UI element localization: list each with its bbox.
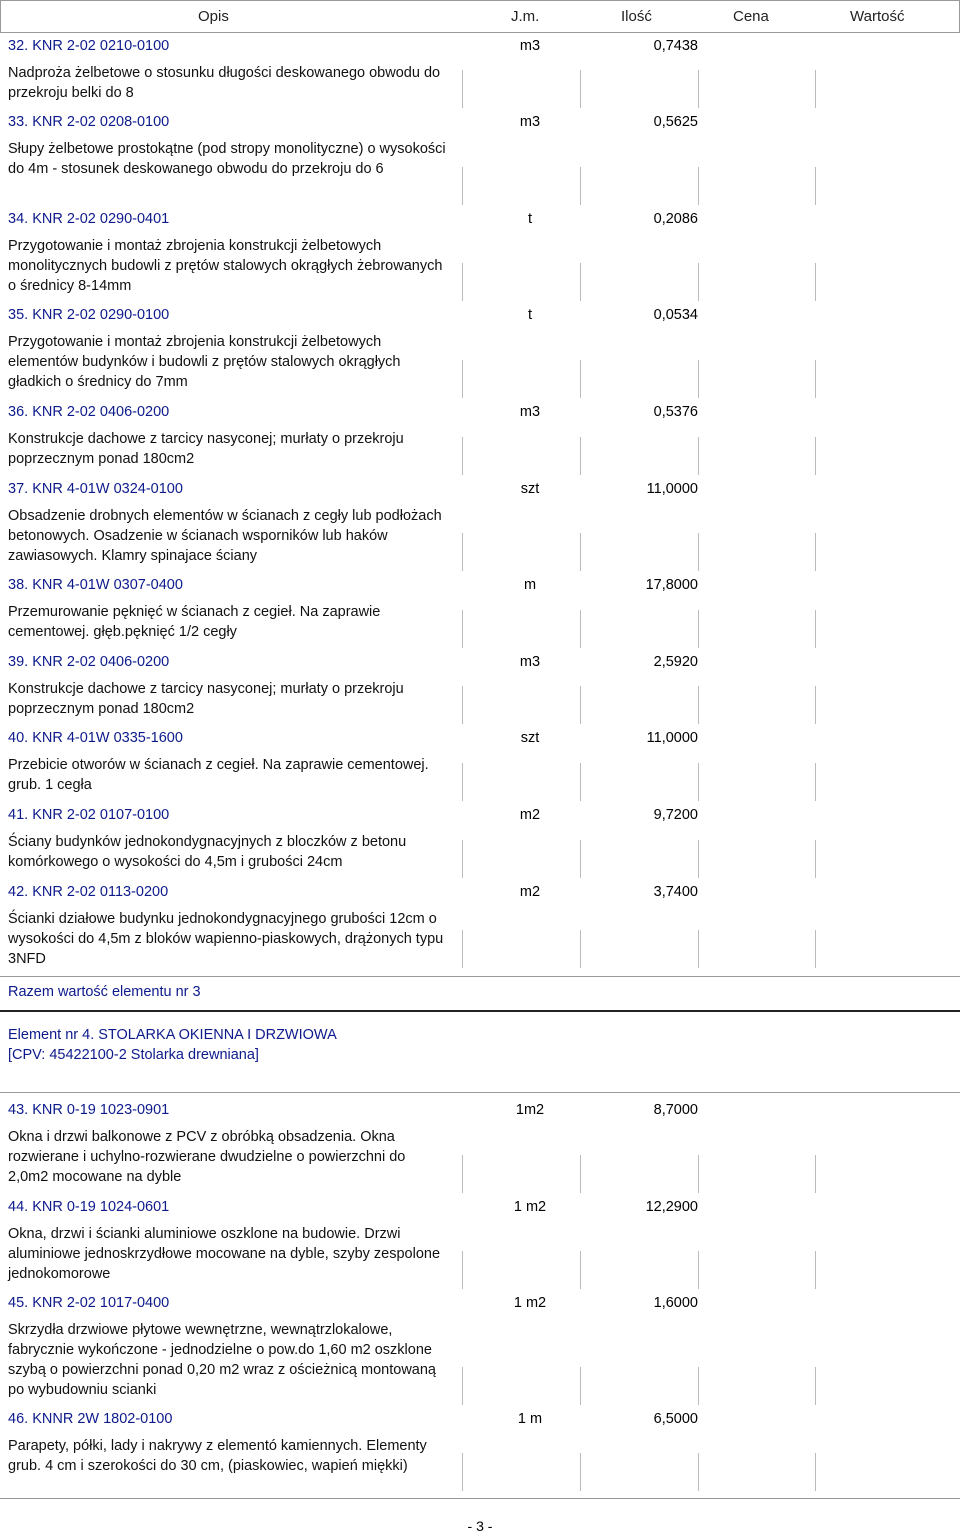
column-separator — [580, 437, 581, 475]
column-separator — [580, 167, 581, 205]
list-item — [0, 1102, 960, 1199]
column-separator — [462, 763, 463, 801]
element-bottom-rule — [0, 1092, 960, 1093]
item-number: 36. — [8, 404, 29, 420]
item-description: Nadproża żelbetowe o stosunku długości deskowanego obwodu do przekroju belki do 8 — [8, 65, 441, 101]
header-border-left — [0, 0, 1, 33]
column-separator — [815, 1453, 816, 1491]
item-unit: m2 — [519, 807, 541, 823]
item-code — [8, 1102, 169, 1118]
item-unit: m — [523, 577, 537, 593]
item-unit: m3 — [519, 114, 541, 130]
item-code — [8, 404, 169, 420]
column-separator — [698, 610, 699, 648]
column-separator — [698, 840, 699, 878]
item-number: 38. — [8, 577, 29, 593]
column-separator — [815, 533, 816, 571]
list-item — [0, 1411, 960, 1497]
item-catalog-code: KNR 0-19 1024-0601 — [32, 1199, 170, 1215]
item-description: Okna i drzwi balkonowe z PCV z obróbką obsadzenia. Okna rozwierane i uchylno-rozwierane dwudzielne o powierzchni do 2,0m2 mocowane na dyble — [8, 1129, 406, 1185]
column-separator — [580, 1453, 581, 1491]
item-code — [8, 307, 169, 323]
item-description: Słupy żelbetowe prostokątne (pod stropy monolityczne) o wysokości do 4m - stosunek deskowanego obwodu do przekroju do 6 — [8, 141, 446, 177]
column-separator — [698, 686, 699, 724]
item-unit: 1 m2 — [513, 1199, 547, 1215]
column-separator — [815, 70, 816, 108]
column-separator — [462, 1251, 463, 1289]
item-number: 46. — [8, 1411, 29, 1427]
column-separator — [815, 930, 816, 968]
column-separator — [815, 1367, 816, 1405]
item-unit: m3 — [519, 38, 541, 54]
column-separator — [462, 1367, 463, 1405]
column-separator — [462, 610, 463, 648]
item-code — [8, 481, 183, 497]
column-separator — [815, 360, 816, 398]
item-description: Konstrukcje dachowe z tarcicy nasyconej; murłaty o przekroju poprzecznym ponad 180cm2 — [8, 431, 404, 467]
column-separator — [462, 360, 463, 398]
item-catalog-code: KNR 2-02 0107-0100 — [32, 807, 170, 823]
item-code — [8, 1295, 169, 1311]
item-number: 41. — [8, 807, 29, 823]
element-cpv: [CPV: 45422100-2 Stolarka drewniana] — [8, 1047, 259, 1063]
item-description: Obsadzenie drobnych elementów w ścianach z cegły lub podłożach betonowych. Osadzenie w ścianach wsporników lub haków zawiasowych. Klamry spinajace ściany — [8, 508, 442, 564]
column-separator — [815, 1155, 816, 1193]
item-catalog-code: KNR 2-02 0406-0200 — [32, 404, 170, 420]
column-separator — [580, 70, 581, 108]
item-number: 42. — [8, 884, 29, 900]
item-code — [8, 730, 183, 746]
item-number: 37. — [8, 481, 29, 497]
element-summary: Razem wartość elementu nr 3 — [8, 984, 201, 1000]
column-separator — [462, 263, 463, 301]
column-separator — [815, 763, 816, 801]
column-separator — [815, 686, 816, 724]
header-cena: Cena — [733, 8, 769, 25]
column-separator — [698, 533, 699, 571]
column-separator — [462, 533, 463, 571]
column-separator — [698, 930, 699, 968]
item-quantity: 3,7400 — [653, 884, 698, 900]
column-separator — [815, 610, 816, 648]
item-quantity: 8,7000 — [653, 1102, 698, 1118]
item-number: 44. — [8, 1199, 29, 1215]
column-separator — [815, 437, 816, 475]
column-separator — [580, 1251, 581, 1289]
column-separator — [698, 263, 699, 301]
item-number: 32. — [8, 38, 29, 54]
list-item — [0, 114, 960, 211]
item-unit: 1m2 — [515, 1102, 545, 1118]
item-unit: m2 — [519, 884, 541, 900]
item-code — [8, 38, 169, 54]
item-catalog-code: KNR 4-01W 0324-0100 — [32, 481, 183, 497]
column-separator — [815, 1251, 816, 1289]
item-unit: m3 — [519, 654, 541, 670]
column-separator — [698, 1155, 699, 1193]
column-separator — [698, 70, 699, 108]
column-separator — [815, 167, 816, 205]
list-item — [0, 404, 960, 481]
item-number: 39. — [8, 654, 29, 670]
item-catalog-code: KNR 2-02 0290-0401 — [32, 211, 170, 227]
column-separator — [462, 167, 463, 205]
item-number: 34. — [8, 211, 29, 227]
item-description: Przemurowanie pęknięć w ścianach z cegieł. Na zaprawie cementowej. głęb.pęknięć 1/2 cegły — [8, 604, 381, 640]
item-quantity: 0,2086 — [653, 211, 698, 227]
column-separator — [462, 930, 463, 968]
item-unit: t — [527, 307, 533, 323]
item-description: Konstrukcje dachowe z tarcicy nasyconej; murłaty o przekroju poprzecznym ponad 180cm2 — [8, 681, 404, 717]
item-catalog-code: KNR 2-02 0406-0200 — [32, 654, 170, 670]
list-item — [0, 807, 960, 884]
column-separator — [815, 263, 816, 301]
column-separator — [698, 437, 699, 475]
item-quantity: 0,0534 — [653, 307, 698, 323]
list-item — [0, 730, 960, 807]
item-description: Ścianki działowe budynku jednokondygnacyjnego grubości 12cm o wysokości do 4,5m z bloków wapienno-piaskowych, drążonych typu 3NFD — [8, 911, 444, 967]
column-separator — [462, 686, 463, 724]
item-description: Parapety, półki, lady i nakrywy z elementó kamiennych. Elementy grub. 4 cm i szerokości do 30 cm, (piaskowiec, wapień miękki) — [8, 1438, 427, 1474]
item-unit: t — [527, 211, 533, 227]
item-description: Skrzydła drzwiowe płytowe wewnętrzne, wewnątrzlokalowe, fabrycznie wykończone - jednodzielne o pow.do 1,60 m2 oszklone szybą o powierzchni ponad 0,20 m2 wraz z ościeżnicą montowaną po wybudowniu scianki — [8, 1322, 436, 1398]
item-unit: 1 m2 — [513, 1295, 547, 1311]
element-title: Element nr 4. STOLARKA OKIENNA I DRZWIOWA — [8, 1027, 337, 1043]
list-item — [0, 884, 960, 974]
item-catalog-code: KNR 2-02 0290-0100 — [32, 307, 170, 323]
item-code — [8, 807, 169, 823]
item-quantity: 1,6000 — [653, 1295, 698, 1311]
item-quantity: 9,7200 — [653, 807, 698, 823]
item-number: 45. — [8, 1295, 29, 1311]
item-quantity: 0,5376 — [653, 404, 698, 420]
item-quantity: 12,2900 — [645, 1199, 698, 1215]
item-catalog-code: KNR 2-02 0210-0100 — [32, 38, 170, 54]
item-number: 43. — [8, 1102, 29, 1118]
item-quantity: 11,0000 — [646, 730, 698, 746]
item-number: 33. — [8, 114, 29, 130]
item-unit: szt — [520, 730, 540, 746]
list-item — [0, 211, 960, 307]
column-separator — [580, 1367, 581, 1405]
column-separator — [462, 70, 463, 108]
column-separator — [698, 763, 699, 801]
list-item — [0, 1295, 960, 1411]
item-catalog-code: KNR 2-02 0113-0200 — [32, 884, 169, 900]
item-code — [8, 577, 183, 593]
list-item — [0, 654, 960, 730]
column-separator — [580, 360, 581, 398]
column-separator — [580, 840, 581, 878]
item-catalog-code: KNR 2-02 0208-0100 — [32, 114, 170, 130]
table-bottom-rule — [0, 1498, 960, 1499]
list-item — [0, 307, 960, 404]
item-number: 35. — [8, 307, 29, 323]
item-quantity: 17,8000 — [645, 577, 698, 593]
column-separator — [580, 263, 581, 301]
item-catalog-code: KNNR 2W 1802-0100 — [32, 1411, 173, 1427]
item-description: Okna, drzwi i ścianki aluminiowe oszklone na budowie. Drzwi aluminiowe jednoskrzydłowe mocowane na dyble, szyby zespolone jednokomorowe — [8, 1226, 441, 1282]
header-bottom-rule — [0, 32, 960, 33]
item-number: 40. — [8, 730, 29, 746]
element-divider — [0, 1010, 960, 1012]
item-unit: m3 — [519, 404, 541, 420]
list-item — [0, 577, 960, 654]
column-separator — [462, 437, 463, 475]
list-item — [0, 38, 960, 114]
column-separator — [580, 686, 581, 724]
column-separator — [580, 610, 581, 648]
item-code — [8, 884, 168, 900]
item-catalog-code: KNR 0-19 1023-0901 — [32, 1102, 170, 1118]
header-top-rule — [0, 0, 960, 1]
item-catalog-code: KNR 4-01W 0307-0400 — [32, 577, 183, 593]
item-quantity: 2,5920 — [653, 654, 698, 670]
item-code — [8, 114, 169, 130]
item-catalog-code: KNR 2-02 1017-0400 — [32, 1295, 170, 1311]
item-description: Przygotowanie i montaż zbrojenia konstrukcji żelbetowych elementów budynków i budowli z prętów stalowych okrągłych gładkich o średnicy do 7mm — [8, 334, 401, 390]
column-separator — [462, 840, 463, 878]
column-separator — [580, 1155, 581, 1193]
item-unit: 1 m — [517, 1411, 543, 1427]
list-item — [0, 1199, 960, 1295]
header-jm: J.m. — [511, 8, 540, 25]
column-separator — [698, 167, 699, 205]
table-header — [0, 0, 960, 33]
column-separator — [698, 1367, 699, 1405]
item-description: Przygotowanie i montaż zbrojenia konstrukcji żelbetowych monolitycznych budowli z prętów stalowych okrągłych żebrowanych o średnicy 8-14mm — [8, 238, 443, 294]
item-code — [8, 211, 169, 227]
item-quantity: 0,7438 — [653, 38, 698, 54]
item-code — [8, 654, 169, 670]
item-description: Ściany budynków jednokondygnacyjnych z bloczków z betonu komórkowego o wysokości do 4,5m i grubości 24cm — [8, 834, 407, 870]
page-number: - 3 - — [467, 1518, 493, 1534]
column-separator — [462, 1155, 463, 1193]
item-catalog-code: KNR 4-01W 0335-1600 — [32, 730, 183, 746]
column-separator — [698, 360, 699, 398]
column-separator — [698, 1453, 699, 1491]
header-wartosc: Wartość — [850, 8, 905, 25]
column-separator — [580, 930, 581, 968]
column-separator — [698, 1251, 699, 1289]
item-quantity: 0,5625 — [653, 114, 698, 130]
list-item — [0, 481, 960, 577]
item-code — [8, 1199, 169, 1215]
column-separator — [580, 533, 581, 571]
summary-top-rule — [0, 976, 960, 977]
item-quantity: 11,0000 — [646, 481, 698, 497]
column-separator — [462, 1453, 463, 1491]
column-separator — [580, 763, 581, 801]
item-description: Przebicie otworów w ścianach z cegieł. Na zaprawie cementowej. grub. 1 cegła — [8, 757, 429, 793]
item-code — [8, 1411, 172, 1427]
header-ilosc: Ilość — [621, 8, 652, 25]
item-unit: szt — [520, 481, 540, 497]
item-quantity: 6,5000 — [653, 1411, 698, 1427]
column-separator — [815, 840, 816, 878]
header-opis: Opis — [198, 8, 229, 25]
